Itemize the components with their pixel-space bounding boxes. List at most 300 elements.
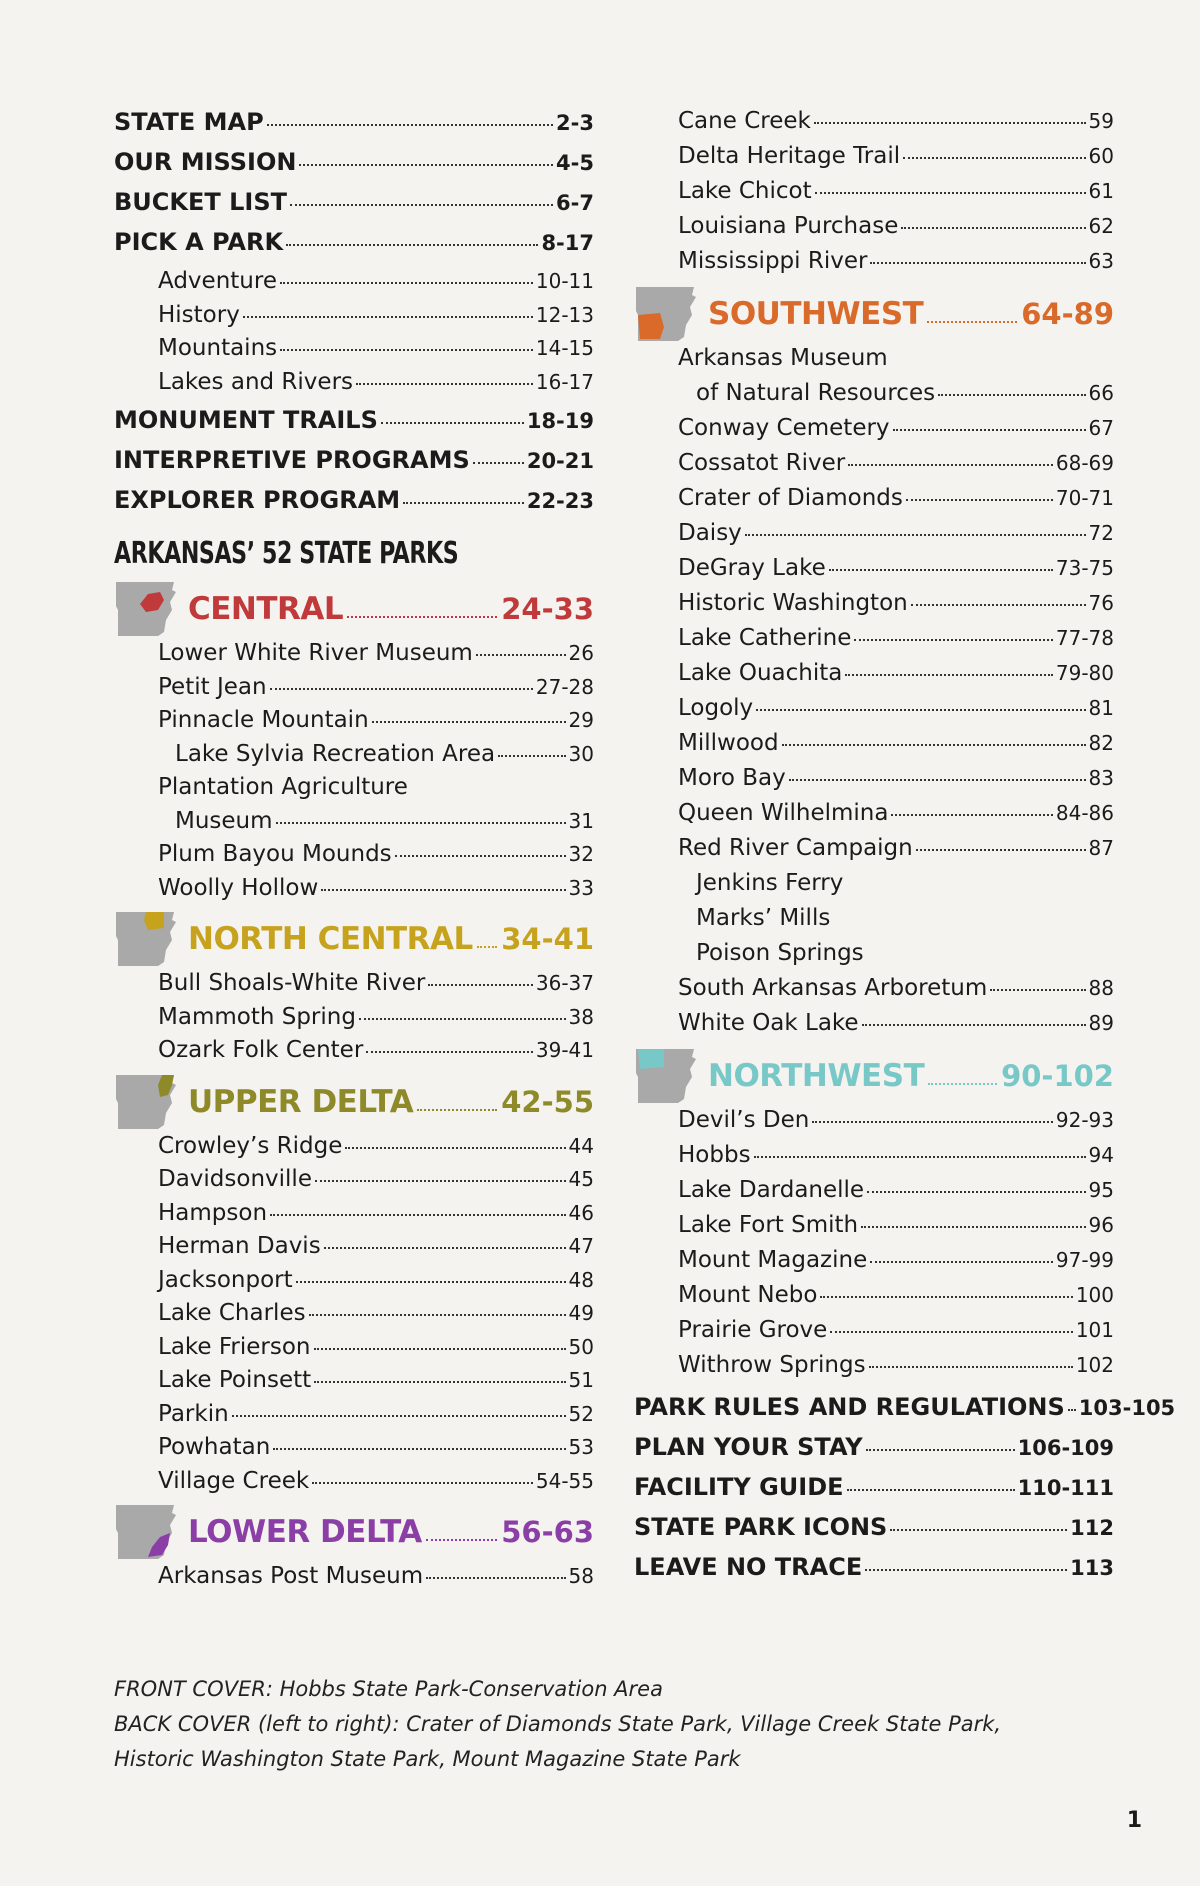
- entry-title: Mountains: [158, 335, 278, 361]
- dot-leader: [232, 1415, 566, 1417]
- park-entry[interactable]: [634, 213, 1114, 248]
- dot-leader: [756, 709, 1085, 711]
- page-range: 52: [568, 1401, 594, 1426]
- entry-title: Plum Bayou Mounds: [158, 841, 392, 867]
- dot-leader: [473, 462, 524, 464]
- dot-leader: [916, 849, 1086, 851]
- park-entry[interactable]: [114, 1037, 594, 1071]
- dot-leader: [347, 616, 497, 618]
- entry-title: Queen Wilhelmina: [678, 800, 889, 826]
- entry-title: Lake Charles: [158, 1300, 306, 1326]
- dot-leader: [314, 1348, 566, 1350]
- park-entry[interactable]: [114, 1300, 594, 1334]
- entry-title: PLAN YOUR STAY: [634, 1433, 863, 1461]
- entry-title: Logoly: [678, 695, 754, 721]
- toc-main-entry[interactable]: [114, 446, 594, 486]
- region-name: NORTHWEST: [708, 1058, 925, 1094]
- park-entry[interactable]: [114, 1334, 594, 1368]
- park-entry[interactable]: [634, 1010, 1114, 1045]
- page-range: 44: [568, 1133, 594, 1158]
- entry-title: Jacksonport: [158, 1266, 293, 1293]
- dot-leader: [270, 1214, 566, 1216]
- dot-leader: [345, 1147, 565, 1149]
- dot-leader: [782, 744, 1086, 746]
- dot-leader: [754, 1156, 1086, 1158]
- page-range: 62: [1088, 214, 1114, 238]
- entry-title: Mississippi River: [678, 248, 868, 274]
- arkansas-map-icon: [114, 1073, 178, 1131]
- toc-main-entry[interactable]: [634, 1393, 1176, 1433]
- park-entry[interactable]: [114, 1367, 594, 1401]
- entry-title: EXPLORER PROGRAM: [114, 486, 401, 514]
- park-entry[interactable]: [634, 415, 1114, 450]
- page-range: 26: [568, 641, 594, 665]
- page-range: 95: [1088, 1178, 1114, 1202]
- page-range: 8-17: [541, 231, 594, 255]
- page-range: 72: [1088, 521, 1114, 545]
- entry-title: PARK RULES AND REGULATIONS: [634, 1393, 1065, 1421]
- toc-main-entry[interactable]: [114, 148, 594, 188]
- page-range: 87: [1088, 836, 1114, 860]
- page-range: 47: [568, 1234, 594, 1258]
- park-entry[interactable]: [634, 555, 1114, 590]
- entry-title: Cane Creek: [678, 108, 811, 134]
- entry-title: of Natural Resources: [696, 380, 936, 406]
- dot-leader: [867, 1191, 1085, 1193]
- toc-main-entry[interactable]: [114, 406, 594, 446]
- page-range: 112: [1070, 1516, 1114, 1540]
- parks-heading: ARKANSAS’ 52 STATE PARKS: [114, 536, 459, 571]
- region-page-range: 64-89: [1021, 297, 1114, 331]
- page-range: 38: [568, 1004, 594, 1029]
- region-map: [634, 285, 698, 343]
- entry-title: Prairie Grove: [678, 1317, 828, 1343]
- dot-leader: [428, 984, 533, 986]
- page-range: 66: [1088, 381, 1114, 405]
- park-entry[interactable]: [114, 741, 594, 775]
- park-entry[interactable]: [634, 1107, 1114, 1142]
- page-range: 49: [568, 1301, 594, 1325]
- region-name: UPPER DELTA: [188, 1083, 414, 1120]
- toc-sub-entry[interactable]: [114, 335, 594, 369]
- entry-title: Devil’s Den: [678, 1107, 810, 1133]
- park-entry[interactable]: [634, 520, 1114, 555]
- entry-title: Historic Washington: [678, 590, 908, 616]
- park-entry[interactable]: [634, 1282, 1114, 1317]
- region-page-range: 24-33: [501, 592, 594, 626]
- dot-leader: [324, 1247, 566, 1249]
- page-range: 45: [568, 1167, 594, 1191]
- entry-title: South Arkansas Arboretum: [678, 975, 988, 1001]
- entry-title: Woolly Hollow: [158, 874, 319, 901]
- entry-title: Hampson: [158, 1199, 268, 1226]
- park-entry[interactable]: [114, 1166, 594, 1200]
- dot-leader: [854, 639, 1053, 641]
- entry-title: Plantation Agriculture: [158, 774, 408, 800]
- back-cover-credit-cont: Historic Washington State Park, Mount Magazine State Park: [114, 1747, 741, 1771]
- park-entry[interactable]: [114, 841, 594, 875]
- dot-leader: [315, 1180, 566, 1182]
- entry-title: Arkansas Post Museum: [158, 1563, 424, 1589]
- toc-main-entry[interactable]: [634, 1553, 1114, 1593]
- dot-leader: [356, 383, 533, 385]
- region-map: [114, 580, 178, 638]
- park-entry[interactable]: [634, 108, 1114, 143]
- dot-leader: [812, 1121, 1053, 1123]
- dot-leader: [906, 499, 1053, 501]
- dot-leader: [270, 688, 533, 690]
- entry-title: INTERPRETIVE PROGRAMS: [114, 446, 470, 474]
- dot-leader: [847, 1489, 1015, 1491]
- park-entry[interactable]: [114, 1401, 594, 1435]
- dot-leader: [359, 1018, 566, 1020]
- region-page-range: 34-41: [501, 922, 594, 956]
- page-range: 113: [1070, 1556, 1114, 1580]
- dot-leader: [848, 464, 1053, 466]
- page-range: 22-23: [526, 489, 594, 513]
- entry-title: Lake Dardanelle: [678, 1177, 865, 1203]
- park-entry[interactable]: [634, 380, 1114, 415]
- park-entry[interactable]: [634, 730, 1114, 765]
- arkansas-map-icon: [114, 1503, 178, 1561]
- dot-leader: [290, 204, 553, 206]
- page-range: 48: [568, 1267, 594, 1292]
- page-range: 82: [1088, 731, 1114, 755]
- page-range: 4-5: [556, 151, 594, 175]
- dot-leader: [395, 855, 566, 857]
- park-entry[interactable]: [634, 625, 1114, 660]
- park-entry[interactable]: [634, 590, 1114, 625]
- entry-title: Lake Ouachita: [678, 660, 843, 686]
- entry-title: STATE MAP: [114, 108, 264, 136]
- dot-leader: [815, 192, 1086, 194]
- dot-leader: [417, 1109, 497, 1111]
- entry-title: Lake Fort Smith: [678, 1212, 859, 1238]
- page-range: 101: [1075, 1318, 1114, 1342]
- dot-leader: [865, 1569, 1067, 1571]
- dot-leader: [372, 721, 566, 723]
- park-entry[interactable]: [634, 178, 1114, 213]
- page-range: 6-7: [556, 191, 594, 215]
- entry-title: Powhatan: [158, 1434, 271, 1460]
- dot-leader: [927, 321, 1017, 323]
- park-entry[interactable]: [634, 1352, 1114, 1387]
- dot-leader: [1068, 1409, 1076, 1411]
- park-entry[interactable]: [634, 800, 1114, 835]
- page-range: 20-21: [526, 449, 594, 473]
- toc-main-entry[interactable]: [114, 108, 594, 148]
- page-range: 88: [1088, 976, 1114, 1000]
- entry-title: Davidsonville: [158, 1166, 312, 1192]
- region-header-central[interactable]: [114, 578, 594, 640]
- park-entry[interactable]: [634, 765, 1114, 800]
- entry-title: Lower White River Museum: [158, 640, 473, 666]
- dot-leader: [273, 1448, 565, 1450]
- entry-title: Crowley’s Ridge: [158, 1132, 343, 1159]
- entry-title: Adventure: [158, 268, 277, 294]
- entry-title: Red River Campaign: [678, 835, 913, 861]
- front-cover-credit: FRONT COVER: Hobbs State Park-Conservation Area: [114, 1677, 663, 1701]
- dot-leader: [938, 394, 1085, 396]
- dot-leader: [498, 755, 565, 757]
- page-range: 27-28: [535, 674, 594, 699]
- dot-leader: [381, 422, 524, 424]
- region-page-range: 56-63: [501, 1515, 594, 1549]
- dot-leader: [893, 429, 1086, 431]
- entry-title: LEAVE NO TRACE: [634, 1553, 863, 1581]
- page-range: 79-80: [1055, 661, 1114, 685]
- park-entry[interactable]: [634, 905, 1114, 940]
- entry-title: White Oak Lake: [678, 1010, 859, 1036]
- park-entry[interactable]: [634, 1317, 1114, 1352]
- page-range: 39-41: [535, 1038, 594, 1062]
- toc-main-entry[interactable]: [114, 228, 594, 268]
- entry-title: BUCKET LIST: [114, 188, 287, 216]
- page-range: 89: [1088, 1011, 1114, 1035]
- park-entry[interactable]: [634, 450, 1114, 485]
- entry-title: Daisy: [678, 520, 742, 546]
- page-range: 31: [568, 808, 594, 833]
- entry-title: Conway Cemetery: [678, 415, 890, 441]
- arkansas-map-icon: [114, 580, 178, 638]
- dot-leader: [276, 822, 566, 824]
- page-range: 63: [1088, 249, 1114, 273]
- park-entry[interactable]: [634, 975, 1114, 1010]
- dot-leader: [830, 1331, 1072, 1333]
- page-range: 100: [1075, 1283, 1114, 1307]
- dot-leader: [280, 282, 533, 284]
- arkansas-map-icon: [114, 910, 178, 968]
- park-entry[interactable]: [114, 707, 594, 741]
- park-entry[interactable]: [634, 485, 1114, 520]
- toc-sub-entry[interactable]: [114, 302, 594, 336]
- dot-leader: [312, 1482, 533, 1484]
- dot-leader: [845, 674, 1053, 676]
- page-range: 32: [568, 842, 594, 866]
- park-entry[interactable]: [634, 1142, 1114, 1177]
- dot-leader: [820, 1296, 1072, 1298]
- page-range: 67: [1088, 416, 1114, 440]
- region-name: SOUTHWEST: [708, 296, 924, 332]
- region-map: [114, 1073, 178, 1131]
- entry-title: Mammoth Spring: [158, 1003, 356, 1030]
- page-range: 18-19: [526, 409, 594, 433]
- toc-sub-entry[interactable]: [114, 268, 594, 302]
- entry-title: Arkansas Museum: [678, 345, 888, 371]
- page-range: 73-75: [1055, 556, 1114, 580]
- entry-title: History: [158, 301, 240, 328]
- page-range: 110-111: [1017, 1476, 1114, 1500]
- region-header-upper-delta[interactable]: [114, 1071, 594, 1133]
- park-entry[interactable]: [114, 774, 594, 808]
- dot-leader: [403, 502, 524, 504]
- entry-title: Parkin: [158, 1400, 229, 1427]
- park-entry[interactable]: [114, 970, 594, 1004]
- page-range: 103-105: [1078, 1396, 1176, 1420]
- park-entry[interactable]: [114, 1133, 594, 1167]
- park-entry[interactable]: [114, 1434, 594, 1468]
- page-number: 1: [1126, 1808, 1142, 1833]
- dot-leader: [476, 654, 566, 656]
- page-range: 60: [1088, 144, 1114, 168]
- entry-title: Bull Shoals-White River: [158, 970, 426, 996]
- park-entry[interactable]: [634, 1247, 1114, 1282]
- park-entry[interactable]: [114, 640, 594, 674]
- dot-leader: [990, 989, 1085, 991]
- park-entry[interactable]: [114, 875, 594, 909]
- page-range: 61: [1088, 179, 1114, 203]
- toc-sub-entry[interactable]: [114, 369, 594, 403]
- entry-title: Lake Frierson: [158, 1333, 311, 1360]
- dot-leader: [814, 122, 1086, 124]
- toc-main-entry[interactable]: [114, 188, 594, 228]
- park-entry[interactable]: [634, 143, 1114, 178]
- entry-title: OUR MISSION: [114, 148, 297, 176]
- entry-title: Crater of Diamonds: [678, 485, 903, 511]
- page-range: 83: [1088, 766, 1114, 790]
- page-range: 77-78: [1055, 626, 1114, 650]
- dot-leader: [866, 1449, 1015, 1451]
- page-range: 54-55: [535, 1468, 594, 1493]
- park-entry[interactable]: [634, 660, 1114, 695]
- dot-leader: [280, 349, 533, 351]
- page-range: 70-71: [1055, 486, 1114, 510]
- region-header-northwest[interactable]: [634, 1045, 1114, 1107]
- dot-leader: [267, 124, 553, 126]
- page-range: 92-93: [1055, 1108, 1114, 1132]
- park-entry[interactable]: [114, 1200, 594, 1234]
- park-entry[interactable]: [634, 1177, 1114, 1212]
- dot-leader: [829, 569, 1053, 571]
- entry-title: Herman Davis: [158, 1233, 321, 1259]
- dot-leader: [477, 946, 497, 948]
- park-entry[interactable]: [114, 1233, 594, 1267]
- park-entry[interactable]: [634, 1212, 1114, 1247]
- cover-credits: [114, 1672, 1114, 1777]
- dot-leader: [890, 1529, 1067, 1531]
- dot-leader: [789, 779, 1086, 781]
- toc-left-column: [114, 108, 594, 1597]
- entry-title: Mount Magazine: [678, 1247, 868, 1273]
- toc-right-column: [634, 108, 1176, 1593]
- park-entry[interactable]: [114, 1563, 594, 1597]
- region-map: [114, 1503, 178, 1561]
- region-header-north-central[interactable]: [114, 908, 594, 970]
- park-entry[interactable]: [114, 1267, 594, 1301]
- dot-leader: [299, 164, 553, 166]
- park-entry[interactable]: [114, 1468, 594, 1502]
- page-range: 30: [568, 741, 594, 766]
- entry-title: Lake Chicot: [678, 178, 812, 204]
- page-range: 96: [1088, 1213, 1114, 1237]
- entry-title: Lake Poinsett: [158, 1367, 312, 1393]
- region-header-southwest[interactable]: [634, 283, 1114, 345]
- page-range: 10-11: [535, 269, 594, 293]
- region-page-range: 42-55: [501, 1084, 594, 1119]
- park-entry[interactable]: [634, 940, 1114, 975]
- page-range: 68-69: [1055, 451, 1114, 475]
- park-entry[interactable]: [634, 835, 1114, 870]
- park-entry[interactable]: [634, 870, 1114, 905]
- toc-main-entry[interactable]: [634, 1433, 1114, 1473]
- entry-title: Lake Sylvia Recreation Area: [175, 740, 496, 767]
- page-range: 33: [568, 875, 594, 900]
- entry-title: Withrow Springs: [678, 1352, 866, 1378]
- page-range: 51: [568, 1368, 594, 1392]
- dot-leader: [321, 889, 565, 891]
- dot-leader: [870, 262, 1085, 264]
- page-range: 59: [1088, 109, 1114, 133]
- dot-leader: [314, 1381, 565, 1383]
- entry-title: MONUMENT TRAILS: [114, 406, 378, 434]
- entry-title: Petit Jean: [158, 673, 267, 700]
- park-entry[interactable]: [114, 1004, 594, 1038]
- dot-leader: [861, 1226, 1085, 1228]
- region-map: [634, 1047, 698, 1105]
- dot-leader: [309, 1314, 566, 1316]
- toc-main-entry[interactable]: [634, 1473, 1114, 1513]
- dot-leader: [745, 534, 1086, 536]
- toc-main-entry[interactable]: [114, 486, 594, 526]
- dot-leader: [862, 1024, 1086, 1026]
- entry-title: Moro Bay: [678, 765, 786, 791]
- entry-title: Cossatot River: [678, 450, 846, 476]
- park-entry[interactable]: [114, 674, 594, 708]
- entry-title: Museum: [175, 807, 273, 834]
- region-page-range: 90-102: [1001, 1059, 1114, 1093]
- park-entry[interactable]: [114, 808, 594, 842]
- dot-leader: [891, 814, 1052, 816]
- region-header-lower-delta[interactable]: [114, 1501, 594, 1563]
- entry-title: Louisiana Purchase: [678, 213, 899, 239]
- page-range: 16-17: [535, 369, 594, 394]
- entry-title: STATE PARK ICONS: [634, 1513, 888, 1541]
- park-entry[interactable]: [634, 345, 1114, 380]
- page-range: 81: [1088, 696, 1114, 720]
- page-range: 84-86: [1055, 801, 1114, 825]
- dot-leader: [296, 1281, 566, 1283]
- page-range: 94: [1088, 1143, 1114, 1167]
- dot-leader: [901, 227, 1085, 229]
- dot-leader: [911, 604, 1086, 606]
- page-range: 53: [568, 1435, 594, 1459]
- dot-leader: [366, 1051, 533, 1053]
- dot-leader: [426, 1577, 565, 1579]
- region-name: CENTRAL: [188, 591, 344, 627]
- page-range: 46: [568, 1200, 594, 1225]
- entry-title: Lake Catherine: [678, 625, 852, 651]
- region-name: LOWER DELTA: [188, 1514, 422, 1550]
- entry-title: Poison Springs: [696, 940, 864, 966]
- entry-title: Hobbs: [678, 1142, 751, 1168]
- entry-title: Village Creek: [158, 1467, 310, 1494]
- entry-title: DeGray Lake: [678, 555, 826, 581]
- toc-main-entry[interactable]: [634, 1513, 1114, 1553]
- entry-title: Lakes and Rivers: [158, 368, 354, 395]
- back-cover-credit: BACK COVER (left to right): Crater of Diamonds State Park, Village Creek State Park,: [114, 1712, 1002, 1736]
- entry-title: Ozark Folk Center: [158, 1037, 364, 1063]
- arkansas-map-icon: [634, 1047, 698, 1105]
- page-range: 106-109: [1017, 1436, 1114, 1460]
- dot-leader: [903, 157, 1085, 159]
- park-entry[interactable]: [634, 695, 1114, 730]
- entry-title: FACILITY GUIDE: [634, 1473, 844, 1501]
- page-range: 50: [568, 1334, 594, 1359]
- entry-title: PICK A PARK: [114, 228, 284, 256]
- arkansas-map-icon: [634, 285, 698, 343]
- park-entry[interactable]: [634, 248, 1114, 283]
- entry-title: Mount Nebo: [678, 1282, 818, 1308]
